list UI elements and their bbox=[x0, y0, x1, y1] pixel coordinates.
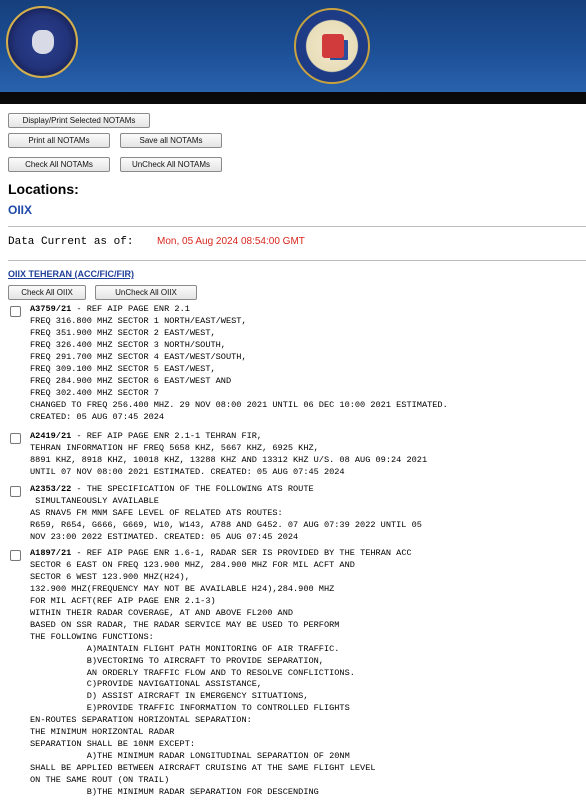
notam-id: A3759/21 bbox=[30, 304, 72, 314]
notam-text bbox=[30, 484, 422, 544]
notam-body: - REF AIP PAGE ENR 2.1-1 TEHRAN FIR, TEHRAN INFORMATION HF FREQ 5658 KHZ, 5667 KHZ, 6925 KHZ, 8891 KHZ, 8918 KHZ, 10018 KHZ, 13288 KHZ AND 13312 KHZ U/S. 08 AUG 09:24 2021 UNTIL 07 NOV 08:00 2021 ESTIMATED. CREATED: 05 AUG 07:45 2024 bbox=[30, 431, 428, 477]
location-code: OIIX bbox=[8, 203, 33, 217]
notam-checkbox[interactable] bbox=[10, 306, 21, 317]
uncheck-all-region-button[interactable]: UnCheck All OIIX bbox=[95, 285, 197, 300]
locations-heading: Locations: bbox=[8, 181, 79, 197]
data-current-label: Data Current as of: bbox=[8, 236, 134, 248]
notam-id: A2419/21 bbox=[30, 431, 72, 441]
save-all-button[interactable]: Save all NOTAMs bbox=[120, 133, 222, 148]
notam-text bbox=[30, 431, 427, 479]
notam-body: - REF AIP PAGE ENR 2.1 FREQ 316.800 MHZ SECTOR 1 NORTH/EAST/WEST, FREQ 351.900 MHZ SECTOR 2 EAST/WEST, FREQ 326.400 MHZ SECTOR 3 NORTH/SOUTH, FREQ 291.700 MHZ SECTOR 4 EAST/WEST/SOUTH, FREQ 309.100 MHZ SECTOR 5 EAST/WEST, FREQ 284.900 MHZ SECTOR 6 EAST/WEST AND FREQ 302.400 MHZ SECTOR 7 CHANGED TO FREQ 256.400 MHZ. 29 NOV 08:00 2021 UNTIL 06 DEC 10:00 2021 ESTIMATED. CREATED: 05 AUG 07:45 2024 bbox=[30, 304, 448, 422]
check-all-button[interactable]: Check All NOTAMs bbox=[8, 157, 110, 172]
divider bbox=[8, 260, 586, 261]
header-divider bbox=[0, 92, 586, 104]
notam-checkbox[interactable] bbox=[10, 433, 21, 444]
notam-checkbox[interactable] bbox=[10, 550, 21, 561]
notam-id: A2353/22 bbox=[30, 484, 72, 494]
region-title-link[interactable]: OIIX TEHERAN (ACC/FIC/FIR) bbox=[8, 269, 134, 279]
notam-checkbox[interactable] bbox=[10, 486, 21, 497]
header-banner bbox=[0, 0, 586, 92]
notam-body: - REF AIP PAGE ENR 1.6-1, RADAR SER IS PROVIDED BY THE TEHRAN ACC SECTOR 6 EAST ON FREQ 123.900 MHZ, 284.900 MHZ FOR MIL ACFT AND SECTOR 6 WEST 123.900 MHZ(H24), 132.900 MHZ(FREQUENCY MAY NOT BE AVAILABLE H24),284.900 MHZ FOR MIL ACFT(REF AIP PAGE ENR 2.1-3) WITHIN THEIR RADAR COVERAGE, AT AND ABOVE FL200 AND BASED ON SSR RADAR, THE RADAR SERVICE MAY BE USED TO PERFORM THE FOLLOWING FUNCTIONS: A)MAINTAIN FLIGHT PATH MONITORING OF AIR TRAFFIC. B)VECTORING TO AIRCRAFT TO PROVIDE SEPARATION, AN ORDERLY TRAFFIC FLOW AND TO RESOLVE CONFLICTIONS. C)PROVIDE NAVIGATIONAL ASSISTANCE, D) ASSIST AIRCRAFT IN EMERGENCY SITUATIONS, E)PROVIDE TRAFFIC INFORMATION TO CONTROLLED FLIGHTS EN-ROUTES SEPARATION HORIZONTAL SEPARATION: THE MINIMUM HORIZONTAL RADAR SEPARATION SHALL BE 10NM EXCEPT: A)THE MINIMUM RADAR LONGITUDINAL SEPARATION OF 20NM SHALL BE APPLIED BETWEEN AIRCRAFT CRUISING AT THE SAME FLIGHT LEVEL ON THE SAME ROUT (ON TRAIL) B)THE MINIMUM RADAR SEPARATION FOR DESCENDING bbox=[30, 548, 412, 798]
army-seal-icon bbox=[294, 8, 370, 84]
print-all-button[interactable]: Print all NOTAMs bbox=[8, 133, 110, 148]
notam-body: - THE SPECIFICATION OF THE FOLLOWING ATS ROUTE SIMULTANEOUSLY AVAILABLE AS RNAV5 FM MNM SAFE LEVEL OF RELATED ATS ROUTES: R659, R654, G666, G669, W10, W143, A788 AND G452. 07 AUG 07:39 2022 UNTIL 05 NOV 23:00 2022 ESTIMATED. CREATED: 05 AUG 07:45 2024 bbox=[30, 484, 422, 542]
notam-text bbox=[30, 304, 448, 424]
air-force-seal-icon bbox=[6, 6, 78, 78]
data-current-value: Mon, 05 Aug 2024 08:54:00 GMT bbox=[157, 236, 305, 247]
check-all-region-button[interactable]: Check All OIIX bbox=[8, 285, 86, 300]
notam-id: A1897/21 bbox=[30, 548, 72, 558]
divider bbox=[8, 226, 586, 227]
notam-text bbox=[30, 548, 412, 799]
display-print-selected-button[interactable]: Display/Print Selected NOTAMs bbox=[8, 113, 150, 128]
uncheck-all-button[interactable]: UnCheck All NOTAMs bbox=[120, 157, 222, 172]
